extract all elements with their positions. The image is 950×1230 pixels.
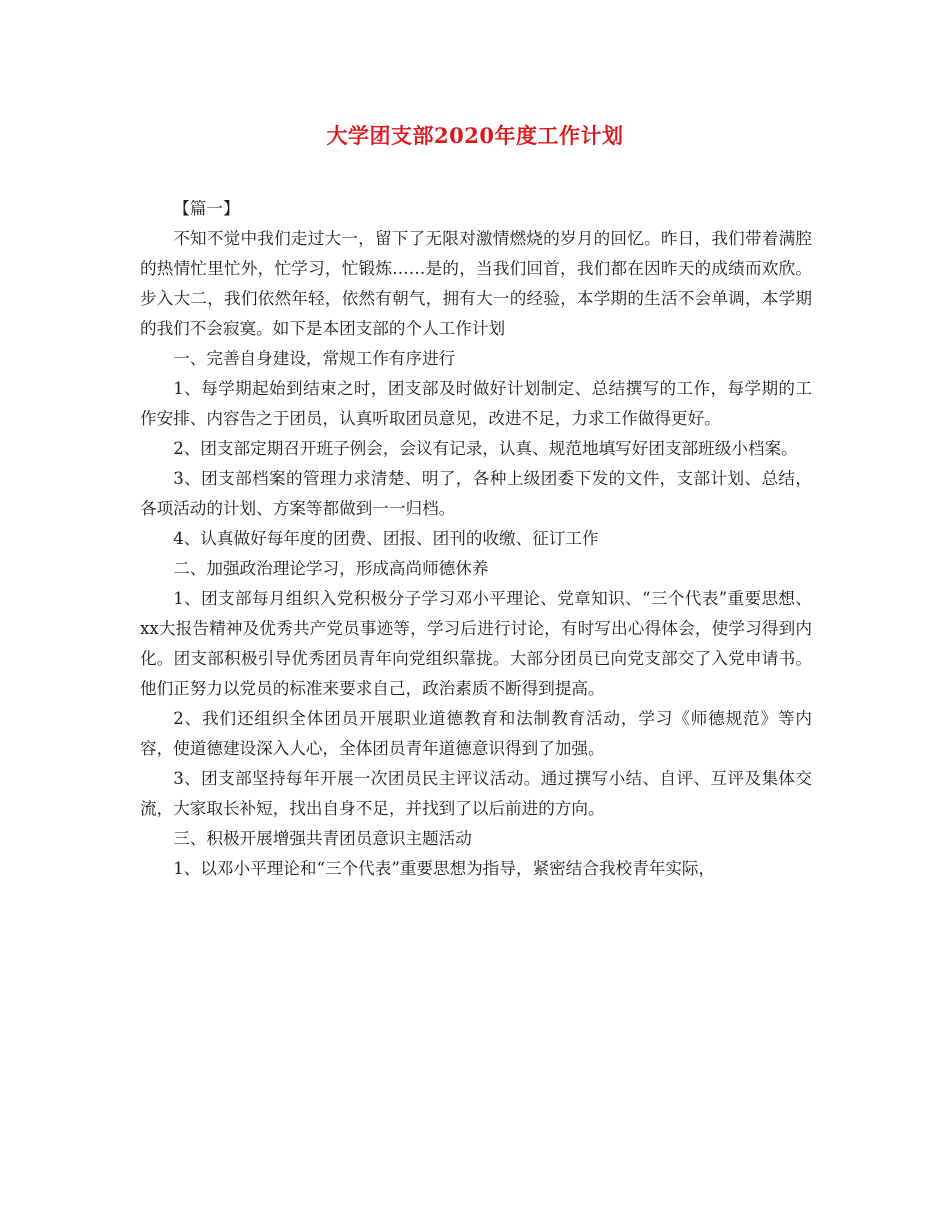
paragraph: 1、每学期起始到结束之时，团支部及时做好计划制定、总结撰写的工作，每学期的工作安排、内容告之于团员，认真听取团员意见，改进不足，力求工作做得更好。 bbox=[140, 379, 812, 428]
paragraph: 2、团支部定期召开班子例会，会议有记录，认真、规范地填写好团支部班级小档案。 bbox=[173, 439, 798, 458]
paragraph: 2、我们还组织全体团员开展职业道德教育和法制教育活动，学习《师德规范》等内容，使道德建设深入人心，全体团员青年道德意识得到了加强。 bbox=[140, 709, 812, 758]
document-body bbox=[140, 194, 812, 884]
paragraph: 不知不觉中我们走过大一，留下了无限对激情燃烧的岁月的回忆。昨日，我们带着满腔的热情忙里忙外，忙学习，忙锻炼……是的，当我们回首，我们都在因昨天的成绩而欢欣。步入大二，我们依然年轻，依然有朝气，拥有大一的经验，本学期的生活不会单调，本学期的我们不会寂寞。如下是本团支部的个人工作计划 bbox=[140, 229, 812, 338]
section-heading: 三、积极开展增强共青团员意识主题活动 bbox=[173, 829, 472, 848]
document-title: 大学团支部2020年度工作计划 bbox=[326, 123, 624, 148]
paragraph: 1、以邓小平理论和“三个代表”重要思想为指导，紧密结合我校青年实际， bbox=[173, 859, 716, 878]
paragraph: 1、团支部每月组织入党积极分子学习邓小平理论、党章知识、“三个代表”重要思想、xx大报告精神及优秀共产党员事迹等，学习后进行讨论，有时写出心得体会，使学习得到内化。团支部积极引导优秀团员青年向党组织靠拢。大部分团员已向党支部交了入党申请书。他们正努力以党员的标准来要求自己，政治素质不断得到提高。 bbox=[140, 589, 812, 698]
section-heading: 二、加强政治理论学习，形成高尚师德休养 bbox=[173, 559, 489, 578]
paragraph: 4、认真做好每年度的团费、团报、团刊的收缴、征订工作 bbox=[173, 529, 599, 548]
paragraph: 3、团支部坚持每年开展一次团员民主评议活动。通过撰写小结、自评、互评及集体交流，大家取长补短，找出自身不足，并找到了以后前进的方向。 bbox=[140, 769, 812, 818]
section-heading: 一、完善自身建设，常规工作有序进行 bbox=[173, 349, 456, 368]
section-label: 【篇一】 bbox=[173, 199, 240, 218]
paragraph: 3、团支部档案的管理力求清楚、明了，各种上级团委下发的文件，支部计划、总结，各项活动的计划、方案等都做到一一归档。 bbox=[140, 469, 812, 518]
